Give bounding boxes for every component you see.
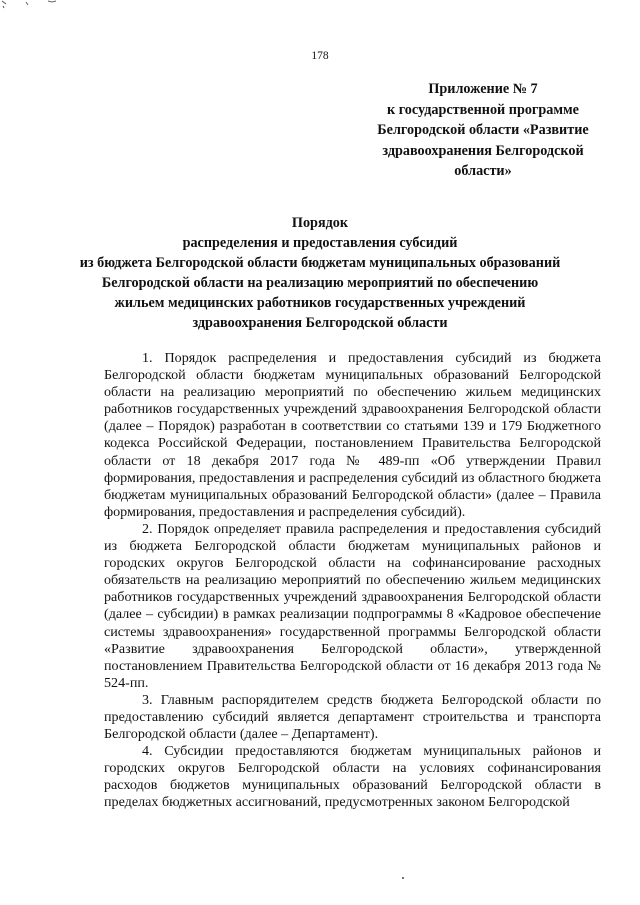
title-line: распределения и предоставления субсидий: [182, 235, 458, 251]
appendix-line: Белгородской области «Развитие: [377, 122, 589, 139]
document-title: [0, 213, 640, 333]
scan-artifact-marks: [0, 0, 70, 14]
title-line: Белгородской области на реализацию мероприятий по обеспечению: [101, 275, 539, 291]
appendix-line: области»: [454, 163, 512, 180]
title-line: жильем медицинских работников государственных учреждений: [114, 295, 526, 311]
appendix-line: к государственной программе: [387, 101, 579, 118]
paragraph-2: 2. Порядок определяет правила распределения и предоставления субсидий из бюджета Белгородской области бюджетам муниципальных районов и городских округов Белгородской области на софинансирование расходных обязательств на реализацию мероприятий по обеспечению жильем медицинских работников государственных учреждений здравоохранения Белгородской области (далее – субсидии) в рамках реализации подпрограммы 8 «Кадровое обеспечение системы здравоохранения» государственной программы Белгородской области «Развитие здравоохранения Белгородской области», утвержденной постановлением Правительства Белгородской области от 16 декабря 2013 года № 524-пп.: [104, 520, 601, 691]
appendix-line: Приложение № 7: [428, 81, 538, 97]
appendix-line: здравоохранения Белгородской: [382, 142, 584, 159]
appendix-heading: [356, 79, 610, 182]
scan-speck: [402, 877, 404, 879]
title-line: Порядок: [291, 215, 349, 231]
document-body: [104, 350, 601, 812]
paragraph-4: 4. Субсидии предоставляются бюджетам муниципальных районов и городских округов Белгородской области на условиях софинансирования расходов бюджетов муниципальных образований Белгородской области в пределах бюджетных ассигнований, предусмотренных законом Белгородской: [104, 743, 601, 811]
page-number: 178: [311, 50, 329, 62]
title-line: здравоохранения Белгородской области: [192, 315, 448, 331]
title-line: из бюджета Белгородской области бюджетам муниципальных образований: [79, 255, 561, 271]
paragraph-1: 1. Порядок распределения и предоставления субсидий из бюджета Белгородской области бюджетам муниципальных образований Белгородской области на реализацию мероприятий по обеспечению жильем медицинских работников государственных учреждений здравоохранения Белгородской области (далее – Порядок) разработан в соответствии со статьями 139 и 179 Бюджетного кодекса Российской Федерации, постановлением Правительства Белгородской области от 18 декабря 2017 года № 489-пп «Об утверждении Правил формирования, предоставления и распределения субсидий из областного бюджета бюджетам муниципальных образований Белгородской области» (далее – Правила формирования, предоставления и распределения субсидий).: [104, 350, 601, 520]
paragraph-3: 3. Главным распорядителем средств бюджета Белгородской области по предоставлению субсидий является департамент строительства и транспорта Белгородской области (далее – Департамент).: [104, 691, 601, 743]
